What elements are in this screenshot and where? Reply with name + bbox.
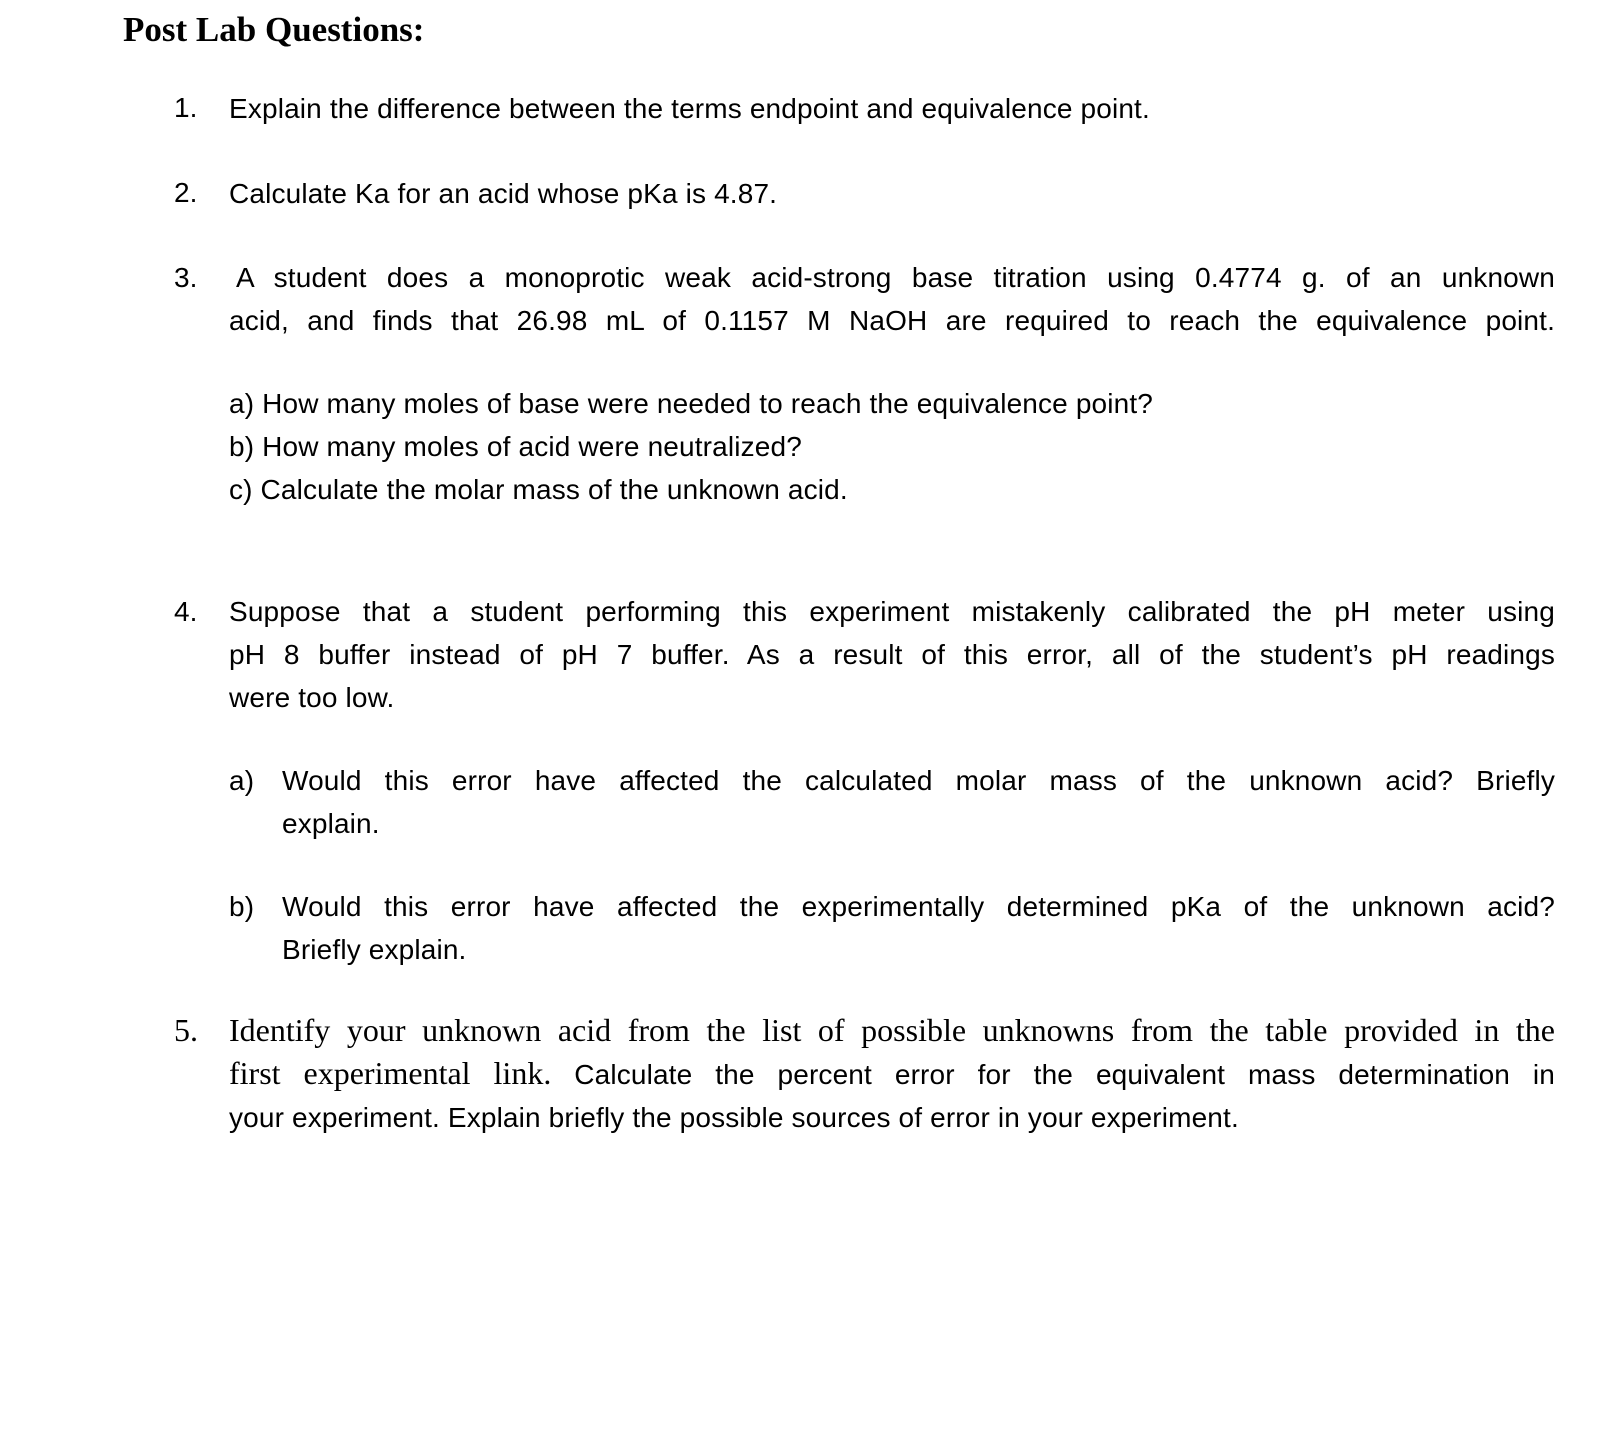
question-5-number: 5. (174, 1012, 198, 1048)
question-2-number: 2. (174, 177, 198, 208)
question-5-line-2-sans: Calculate the percent error for the equivalent mass determination in (551, 1059, 1556, 1090)
question-4-part-b-label: b) (229, 891, 255, 922)
question-4-number: 4. (174, 596, 198, 627)
page-title: Post Lab Questions: (123, 10, 425, 49)
question-3-number: 3. (174, 262, 198, 293)
question-5-line-2 (229, 1052, 1555, 1096)
question-5-line-1: Identify your unknown acid from the list of possible unknowns from the table provided in the (229, 1012, 1555, 1048)
question-3-part-a: a) How many moles of base were needed to reach the equivalence point? (229, 388, 1154, 419)
question-1-text (229, 87, 1555, 130)
question-4-part-a-line-2: explain. (282, 808, 380, 839)
question-3-line-1: A student does a monoprotic weak acid-strong base titration using 0.4774 g. of an unknown (236, 262, 1555, 293)
question-4-part-b-line-2: Briefly explain. (282, 934, 467, 965)
question-3-part-c: c) Calculate the molar mass of the unknown acid. (229, 474, 848, 505)
question-4-line-3: were too low. (229, 682, 395, 713)
question-4-text (229, 590, 1555, 719)
question-3-line-2: acid, and finds that 26.98 mL of 0.1157 M NaOH are required to reach the equivalence point. (229, 305, 1555, 336)
question-2-text (229, 172, 1555, 215)
question-5-text (229, 1009, 1555, 1139)
question-4-part-b-line-1: Would this error have affected the experimentally determined pKa of the unknown acid? (282, 891, 1555, 922)
question-3-parts (229, 382, 1555, 511)
question-1-number: 1. (174, 92, 198, 123)
question-5-line-3: your experiment. Explain briefly the possible sources of error in your experiment. (229, 1102, 1239, 1133)
question-4-part-a-text (282, 759, 1555, 845)
question-2-line: Calculate Ka for an acid whose pKa is 4.87. (229, 178, 778, 209)
question-1-line: Explain the difference between the terms endpoint and equivalence point. (229, 93, 1150, 124)
question-4-line-2: pH 8 buffer instead of pH 7 buffer. As a result of this error, all of the student’s pH readings (229, 639, 1555, 670)
question-4-part-a-label: a) (229, 765, 255, 796)
question-5-line-2-serif: first experimental link. (229, 1055, 552, 1091)
question-4-part-b-text (282, 885, 1555, 971)
question-4-line-1: Suppose that a student performing this experiment mistakenly calibrated the pH meter using (229, 596, 1555, 627)
question-3-part-b: b) How many moles of acid were neutralized? (229, 431, 802, 462)
question-3-text (229, 256, 1555, 342)
question-4-part-a-line-1: Would this error have affected the calculated molar mass of the unknown acid? Briefly (282, 765, 1555, 796)
